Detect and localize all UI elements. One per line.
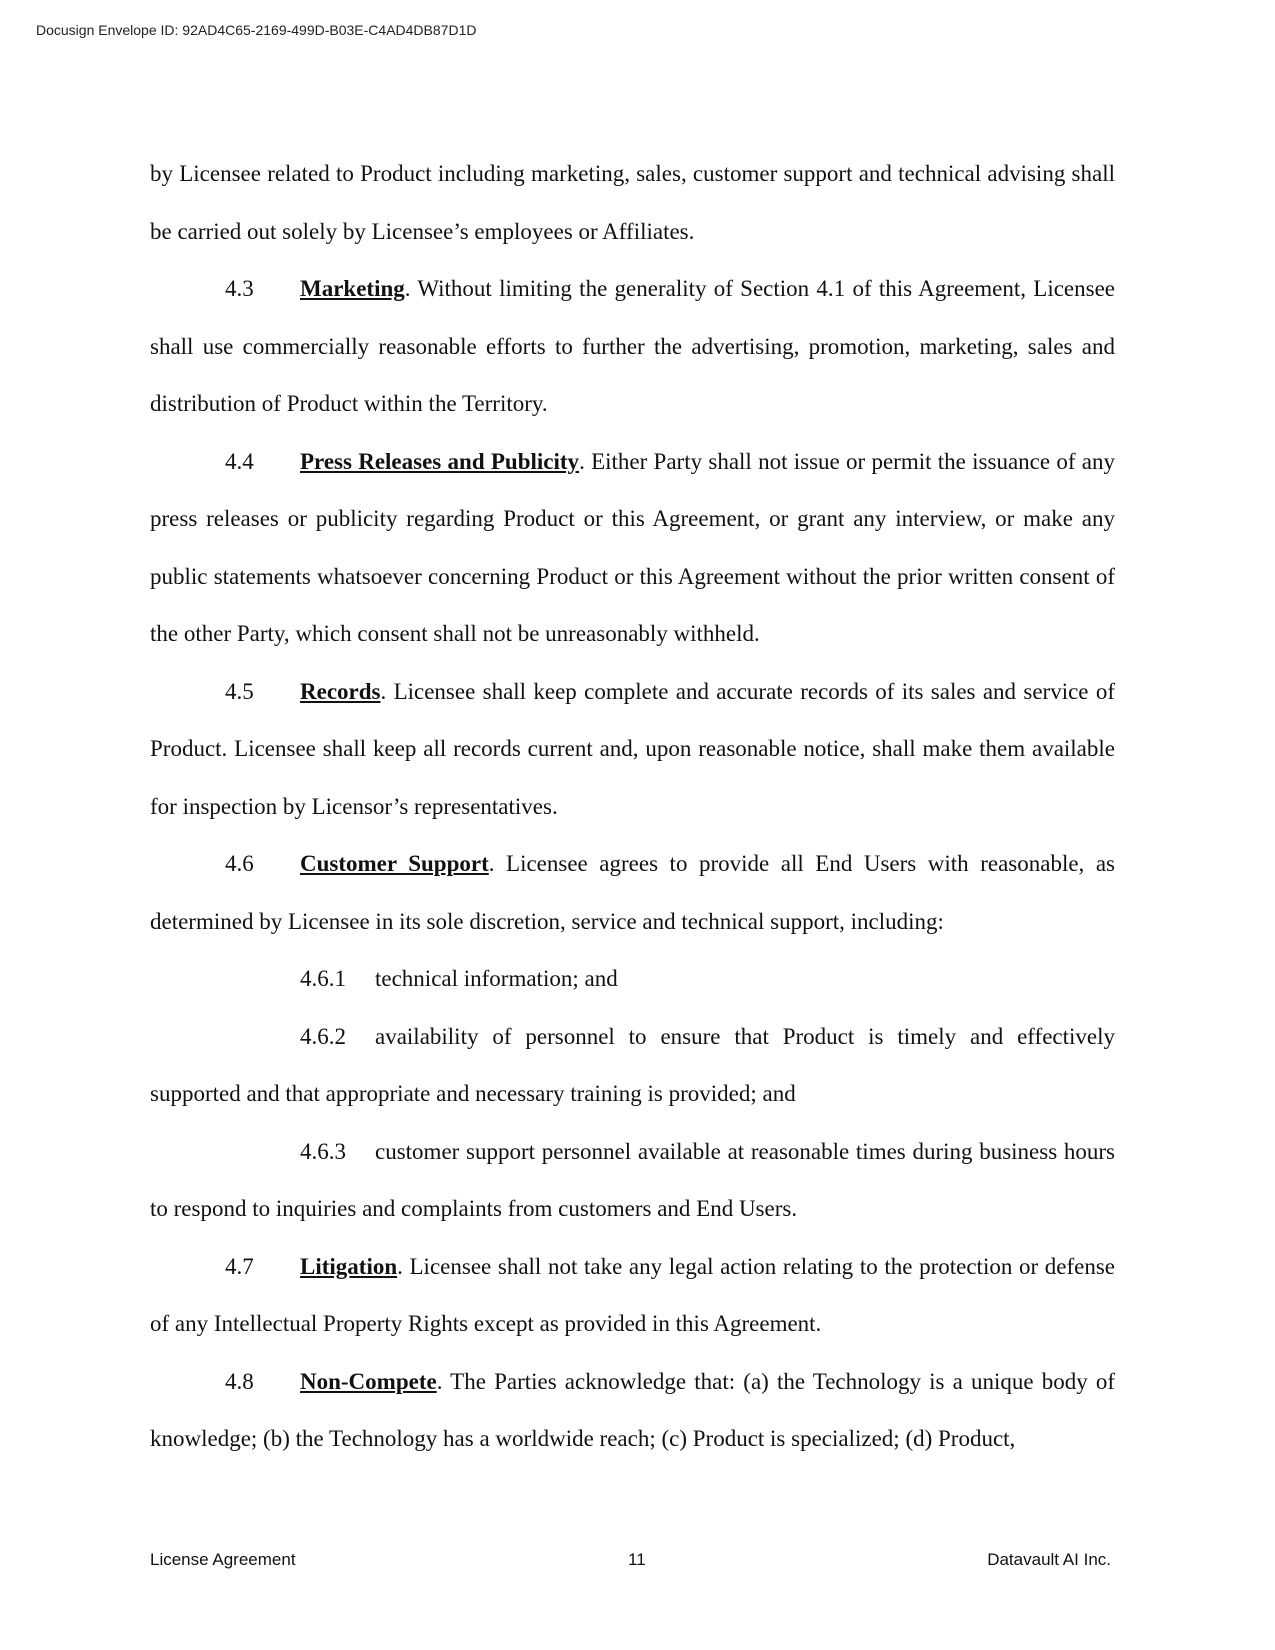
- subsection-4-6-2: [150, 1008, 1115, 1123]
- section-heading: Records: [300, 678, 381, 704]
- section-4-5: [150, 663, 1115, 836]
- section-heading: Customer Support: [300, 851, 489, 876]
- section-text: . Either Party shall not issue or permit the issuance of any press releases or publicity regarding Product or this Agreement, or grant any interview, or make any public statements whatsoever concerning Product or this Agreement without the prior written consent of the other Party, which consent shall not be unreasonably withheld.: [150, 448, 1115, 646]
- subsection-text: customer support personnel available at reasonable times during business hours to respond to inquiries and complaints from customers and End Users.: [150, 1138, 1115, 1221]
- section-4-7: [150, 1238, 1115, 1353]
- footer-page-number: 11: [628, 1550, 646, 1569]
- section-number: 4.5: [225, 678, 254, 704]
- section-4-8: [150, 1353, 1115, 1468]
- footer-document-title: License Agreement: [150, 1550, 296, 1569]
- envelope-id: Docusign Envelope ID: 92AD4C65-2169-499D-B03E-C4AD4DB87D1D: [36, 22, 477, 38]
- section-text: . The Parties acknowledge that: (a) the Technology is a unique body of knowledge; (b) the Technology has a worldwide reach; (c) Product is specialized; (d) Product,: [150, 1368, 1115, 1451]
- section-text: . Licensee agrees to provide all End Users with reasonable, as determined by Licensee in its sole discretion, service and technical support, including:: [150, 851, 1115, 934]
- footer-company-name: Datavault AI Inc.: [987, 1550, 1111, 1569]
- section-text: . Without limiting the generality of Section 4.1 of this Agreement, Licensee shall use commercially reasonable efforts to further the advertising, promotion, marketing, sales and distribution of Product within the Territory.: [150, 276, 1115, 416]
- section-heading: Marketing: [300, 276, 405, 301]
- subsection-number: 4.6.1: [300, 966, 346, 991]
- section-heading: Litigation: [300, 1253, 398, 1279]
- section-number: 4.4: [225, 448, 254, 474]
- section-number: 4.6: [225, 851, 254, 876]
- section-4-6: [150, 835, 1115, 950]
- section-heading: Press Releases and Publicity: [300, 448, 580, 474]
- subsection-text: technical information; and: [375, 966, 618, 991]
- subsection-number: 4.6.3: [300, 1138, 346, 1164]
- subsection-text: availability of personnel to ensure that Product is timely and effectively supported and that appropriate and necessary training is provided; and: [150, 1023, 1115, 1106]
- section-text: . Licensee shall keep complete and accurate records of its sales and service of Product. Licensee shall keep all records current and, upon reasonable notice, shall make them available for inspection by Licensor’s representatives.: [150, 678, 1115, 819]
- section-text: . Licensee shall not take any legal action relating to the protection or defense of any Intellectual Property Rights except as provided in this Agreement.: [150, 1253, 1115, 1336]
- subsection-number: 4.6.2: [300, 1023, 346, 1049]
- section-4-4: [150, 433, 1115, 663]
- document-body: [150, 145, 1115, 1468]
- section-number: 4.3: [225, 276, 254, 301]
- subsection-4-6-3: [150, 1123, 1115, 1238]
- section-number: 4.8: [225, 1368, 254, 1394]
- subsection-4-6-1: [150, 950, 1115, 1008]
- continuation-paragraph: by Licensee related to Product including marketing, sales, customer support and technical advising shall be carried out solely by Licensee’s employees or Affiliates.: [150, 161, 1115, 244]
- section-number: 4.7: [225, 1253, 254, 1279]
- section-4-3: [150, 260, 1115, 433]
- section-heading: Non-Compete: [300, 1368, 437, 1394]
